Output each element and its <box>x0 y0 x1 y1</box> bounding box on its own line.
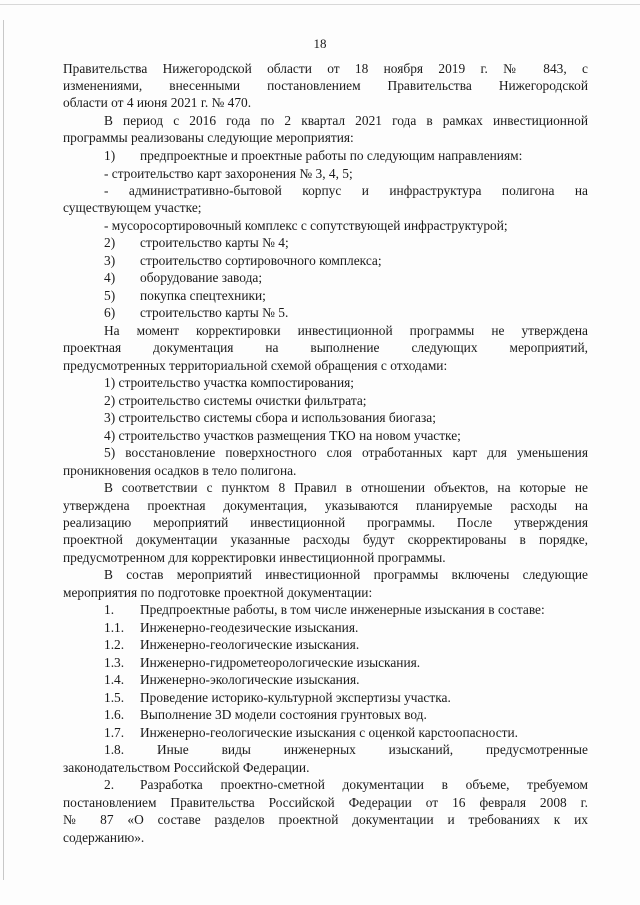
list-item-text: Инженерно-гидрометеорологические изыскания. <box>140 655 421 670</box>
list-item-text: покупка спецтехники; <box>140 288 266 303</box>
text-line: реализацию мероприятий инвестиционной программы. После утверждения <box>63 515 588 530</box>
text-line: - строительство карт захоронения № 3, 4, 5; <box>104 166 353 181</box>
text-line: 4) строительство участков размещения ТКО на новом участке; <box>104 428 461 443</box>
text-line: В период с 2016 года по 2 квартал 2021 года в рамках инвестиционной <box>104 113 588 128</box>
text-line: - административно-бытовой корпус и инфраструктура полигона на <box>104 183 588 198</box>
scan-edge-left <box>3 20 4 880</box>
list-number: 4) <box>104 270 116 285</box>
text-line: проектной документации указанные расходы будут скорректированы в порядке, <box>63 532 588 547</box>
text-line: 1.8. Иные виды инженерных изысканий, предусмотренные <box>104 742 588 757</box>
list-item-text: строительство сортировочного комплекса; <box>140 253 382 268</box>
list-number: 1.7. <box>104 725 125 740</box>
list-item-text: Инженерно-геологические изыскания. <box>140 637 360 652</box>
text-line: проектная документация на выполнение следующих мероприятий, <box>63 340 588 355</box>
list-number: 6) <box>104 305 116 320</box>
list-number: 3) <box>104 253 116 268</box>
list-number: 5) <box>104 288 116 303</box>
text-line: области от 4 июня 2021 г. № 470. <box>63 95 252 110</box>
text-line: В соответствии с пунктом 8 Правил в отношении объектов, на которые не <box>104 480 588 495</box>
list-item-text: Предпроектные работы, в том числе инженерные изыскания в составе: <box>140 602 545 617</box>
text-line: программы реализованы следующие мероприятия: <box>63 130 354 145</box>
text-line: мероприятия по подготовке проектной документации: <box>63 585 373 600</box>
list-item-text: предпроектные и проектные работы по следующим направлениям: <box>140 148 523 163</box>
list-number: 1. <box>104 602 115 617</box>
list-item-text: строительство карты № 5. <box>140 305 289 320</box>
text-line: На момент корректировки инвестиционной программы не утверждена <box>104 323 588 338</box>
list-number: 1.1. <box>104 620 125 635</box>
list-number: 2. <box>104 777 115 792</box>
text-line: предусмотренных территориальной схемой обращения с отходами: <box>63 358 448 373</box>
list-number: 1.2. <box>104 637 125 652</box>
text-line: проникновения осадков в тело полигона. <box>63 463 297 478</box>
list-item-text: Инженерно-экологические изыскания. <box>140 672 360 687</box>
list-number: 1.6. <box>104 707 125 722</box>
list-number: 1) <box>104 148 116 163</box>
text-line: В состав мероприятий инвестиционной программы включены следующие <box>104 567 588 582</box>
text-line: предусмотренном для корректировки инвестиционной программы. <box>63 550 446 565</box>
text-line: 2) строительство системы очистки фильтрата; <box>104 393 367 408</box>
text-line: постановлением Правительства Российской Федерации от 16 февраля 2008 г. <box>63 795 588 810</box>
list-number: 1.5. <box>104 690 125 705</box>
text-line: законодательством Российской Федерации. <box>63 760 310 775</box>
text-line: утверждена проектная документация, указываются планируемые расходы на <box>63 498 588 513</box>
text-line: № 87 «О составе разделов проектной документации и требованиях к их <box>63 812 588 827</box>
scan-edge-top <box>0 4 640 5</box>
list-number: 1.3. <box>104 655 125 670</box>
list-number: 2) <box>104 235 116 250</box>
text-line: 1) строительство участка компостирования; <box>104 375 355 390</box>
text-line: содержанию». <box>63 830 145 845</box>
list-item-text: Проведение историко-культурной экспертизы участка. <box>140 690 451 705</box>
page-number: 18 <box>313 36 327 51</box>
text-line: 5) восстановление поверхностного слоя отработанных карт для уменьшения <box>104 445 588 460</box>
list-item-text: Разработка проектно-сметной документации в объеме, требуемом <box>140 777 588 792</box>
list-item-text: Инженерно-геодезические изыскания. <box>140 620 359 635</box>
list-item-text: строительство карты № 4; <box>140 235 289 250</box>
text-line: существующем участке; <box>63 200 202 215</box>
text-line: Правительства Нижегородской области от 18 ноября 2019 г. № 843, с <box>63 61 588 76</box>
list-item-text: Инженерно-геологические изыскания с оценкой карстоопасности. <box>140 725 518 740</box>
list-item-text: оборудование завода; <box>140 270 263 285</box>
text-line: изменениями, внесенными постановлением Правительства Нижегородской <box>63 78 588 93</box>
text-line: - мусоросортировочный комплекс с сопутствующей инфраструктурой; <box>104 218 508 233</box>
list-item-text: Выполнение 3D модели состояния грунтовых вод. <box>140 707 427 722</box>
list-number: 1.4. <box>104 672 125 687</box>
text-line: 3) строительство системы сбора и использования биогаза; <box>104 410 436 425</box>
